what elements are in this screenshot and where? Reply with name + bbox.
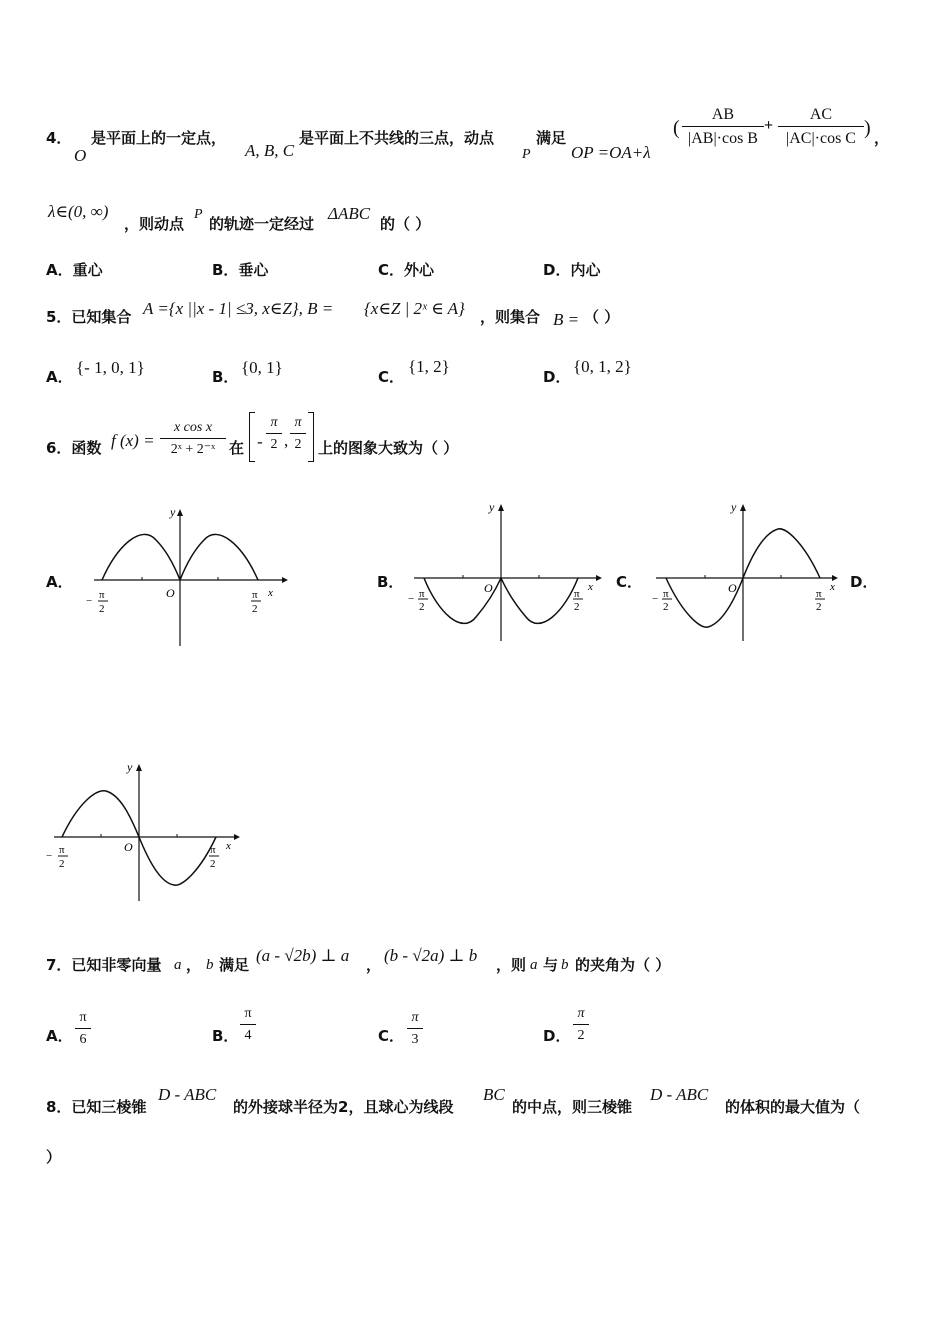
q4-point-p: P	[522, 147, 531, 162]
graph-a-right-pi: π	[252, 589, 258, 601]
q7-option-a-num: π	[75, 1011, 91, 1029]
q5-number: 5．已知集合	[46, 308, 132, 326]
q7-vector-b-2: b	[561, 957, 569, 973]
graph-b-minus: −	[408, 593, 415, 605]
graph-b-right-two: 2	[574, 601, 580, 613]
q4-comma: ，	[874, 129, 890, 147]
q5-option-a-value: {- 1, 0, 1}	[76, 358, 145, 377]
q4-formula-lhs: OP =OA+λ	[571, 143, 651, 162]
q5-option-d-letter[interactable]: D．	[543, 368, 571, 386]
q4-open-paren: (	[673, 117, 680, 139]
q6-right-two: 2	[294, 437, 302, 452]
q7-text-3: ，则	[496, 956, 527, 974]
q7-vector-b: b	[206, 957, 214, 973]
q7-option-c-den: 3	[411, 1032, 419, 1047]
q4-points-abc: A, B, C	[245, 141, 295, 160]
q6-interval-comma-visible: ,	[284, 431, 289, 450]
graph-d-right-two: 2	[210, 858, 216, 870]
q6-text-3: 上的图象大致为（ ）	[318, 439, 459, 457]
q6-f-lhs: f (x) =	[111, 431, 155, 450]
q4-option-d[interactable]: D．内心	[543, 261, 601, 279]
q7-option-c-num: π	[407, 1011, 423, 1029]
graph-b-x-label: x	[588, 581, 593, 593]
q5-option-c-value: {1, 2}	[408, 357, 450, 376]
graph-c-y-label: y	[731, 500, 737, 514]
q6-left-pi: π	[266, 416, 282, 434]
graph-b-right-pi: π	[574, 588, 580, 600]
graph-a-minus: −	[86, 595, 93, 607]
q4-text-2: 是平面上不共线的三点，动点	[299, 129, 495, 147]
graph-b-origin: O	[484, 581, 493, 595]
graph-c	[642, 495, 847, 645]
q4-option-c[interactable]: C．外心	[378, 261, 435, 279]
graph-d-left-two: 2	[59, 858, 65, 870]
q8-number: 8．已知三棱锥	[46, 1098, 147, 1116]
graph-a-x-arrow	[282, 577, 288, 583]
q6-number: 6．函数	[46, 439, 102, 457]
q6-f-numerator: x cos x	[160, 421, 226, 439]
graph-a-left-pi: π	[99, 589, 105, 601]
q6-left-bracket	[249, 412, 255, 462]
graph-d	[40, 755, 250, 905]
graph-c-right-two: 2	[816, 601, 822, 613]
graph-c-y-arrow	[740, 504, 746, 511]
q5-option-c-letter[interactable]: C．	[378, 368, 405, 386]
q4-text-5: 的轨迹一定经过	[209, 215, 315, 233]
q4-lambda-range: λ∈(0, ∞)	[48, 202, 109, 221]
graph-a-right-two: 2	[252, 603, 258, 615]
q4-frac2-numerator: AC	[778, 107, 864, 127]
graph-d-right-pi: π	[210, 844, 216, 856]
q8-segment-bc: BC	[483, 1085, 505, 1104]
graph-b-y-label: y	[489, 500, 495, 514]
graph-c-left-pi: π	[663, 588, 669, 600]
q6-neg-pi-over-2	[266, 416, 282, 452]
graph-d-left-pi: π	[59, 844, 65, 856]
q4-text-1: 是平面上的一定点，	[91, 129, 227, 147]
graph-a	[80, 500, 290, 650]
graph-c-origin: O	[728, 581, 737, 595]
q4-plus: +	[764, 117, 774, 134]
q8-tetrahedron-2: D - ABC	[650, 1085, 709, 1104]
graph-d-y-label: y	[127, 760, 133, 774]
q7-text-2: 满足	[219, 956, 250, 974]
q4-text-3: 满足	[536, 129, 567, 147]
q4-number: 4．	[46, 129, 72, 147]
q6-option-c[interactable]: C．	[616, 573, 643, 591]
graph-a-y-label: y	[170, 505, 176, 519]
q5-option-b-letter[interactable]: B．	[212, 368, 239, 386]
graph-a-origin: O	[166, 586, 175, 600]
q5-option-a-letter[interactable]: A．	[46, 368, 73, 386]
graph-c-left-two: 2	[663, 601, 669, 613]
q8-text-3: 的中点，则三棱锥	[512, 1098, 633, 1116]
q8-text-4: 的体积的最大值为（	[725, 1098, 861, 1116]
graph-b-left-two: 2	[419, 601, 425, 613]
q7-vector-a: a	[174, 957, 182, 973]
graph-c-right-pi: π	[816, 588, 822, 600]
q4-triangle-abc: ΔABC	[328, 204, 371, 223]
graph-d-x-arrow	[234, 834, 240, 840]
q4-option-a[interactable]: A．重心	[46, 261, 103, 279]
q6-option-a[interactable]: A．	[46, 573, 73, 591]
q6-f-fraction	[160, 421, 226, 457]
q4-frac2-denominator: |AC|·cos C	[786, 130, 856, 147]
q6-left-two: 2	[270, 437, 278, 452]
graph-d-y-arrow	[136, 764, 142, 771]
q5-option-d-value: {0, 1, 2}	[573, 357, 632, 376]
q6-right-pi: π	[290, 416, 306, 434]
graph-d-x-label: x	[226, 840, 231, 852]
graph-b-y-arrow	[498, 504, 504, 511]
q6-pi-over-2	[290, 416, 306, 452]
graph-c-minus: −	[652, 593, 659, 605]
q8-text-2: 的外接球半径为2，且球心为线段	[233, 1098, 454, 1116]
q8-close-paren: ）	[46, 1148, 62, 1166]
q7-option-b-fraction	[240, 1007, 256, 1043]
q7-condition-2: (b - √2a) ⊥ b	[384, 946, 478, 965]
graph-d-minus: −	[46, 850, 53, 862]
graph-d-origin: O	[124, 840, 133, 854]
q5-set-a-def: A ={x ||x - 1| ≤3, x∈Z}, B =	[143, 299, 334, 318]
q7-option-d-fraction	[573, 1007, 589, 1043]
q7-option-a-fraction	[75, 1011, 91, 1047]
q7-number: 7．已知非零向量	[46, 956, 162, 974]
q5-text-2: ，则集合	[480, 308, 541, 326]
q6-interval-minus: -	[257, 432, 263, 451]
q7-sep-2: ，	[366, 956, 382, 974]
graph-a-x-label: x	[268, 587, 273, 599]
q5-b-equals: B =	[553, 310, 580, 329]
q7-vector-a-2: a	[530, 957, 538, 973]
graph-b-left-pi: π	[419, 588, 425, 600]
q7-option-b-num: π	[240, 1007, 256, 1025]
q4-text-4: ，则动点	[124, 215, 185, 233]
q7-option-b-den: 4	[244, 1028, 252, 1043]
q6-right-bracket	[308, 412, 314, 462]
q4-point-o: O	[74, 146, 87, 165]
q6-f-denominator: 2ˣ + 2⁻ˣ	[170, 442, 216, 457]
q6-option-d[interactable]: D．	[850, 573, 878, 591]
q4-text-6: 的（ ）	[380, 215, 431, 233]
graph-b-x-arrow	[596, 575, 602, 581]
q5-option-b-value: {0, 1}	[241, 358, 283, 377]
graph-a-y-arrow	[177, 509, 183, 516]
q7-option-c-letter[interactable]: C．	[378, 1027, 405, 1045]
q7-option-d-letter[interactable]: D．	[543, 1027, 571, 1045]
q4-point-p2: P	[194, 207, 203, 222]
q7-text-5: 的夹角为（ ）	[575, 956, 671, 974]
q7-condition-1: (a - √2b) ⊥ a	[256, 946, 350, 965]
graph-b	[400, 495, 610, 645]
q4-fraction-ab	[682, 107, 764, 147]
q7-option-a-letter[interactable]: A．	[46, 1027, 73, 1045]
q6-text-2: 在	[229, 439, 245, 457]
q4-fraction-ac	[778, 107, 864, 147]
q4-option-b[interactable]: B．垂心	[212, 261, 269, 279]
graph-a-left-two: 2	[99, 603, 105, 615]
q7-option-b-letter[interactable]: B．	[212, 1027, 239, 1045]
q5-set-b-def: {x∈Z | 2ˣ ∈ A}	[364, 299, 465, 318]
q7-text-4: 与	[543, 956, 559, 974]
q7-option-d-den: 2	[577, 1028, 585, 1043]
q7-option-a-den: 6	[79, 1032, 87, 1047]
q7-sep: ，	[186, 956, 202, 974]
graph-c-x-label: x	[830, 581, 835, 593]
q7-option-c-fraction	[407, 1011, 423, 1047]
q6-option-b[interactable]: B．	[377, 573, 404, 591]
q5-paren: （ ）	[584, 308, 620, 326]
q4-frac1-denominator: |AB|·cos B	[688, 130, 758, 147]
q4-frac1-numerator: AB	[682, 107, 764, 127]
q8-tetrahedron: D - ABC	[158, 1085, 217, 1104]
q7-option-d-num: π	[573, 1007, 589, 1025]
q4-close-paren: )	[864, 117, 871, 139]
